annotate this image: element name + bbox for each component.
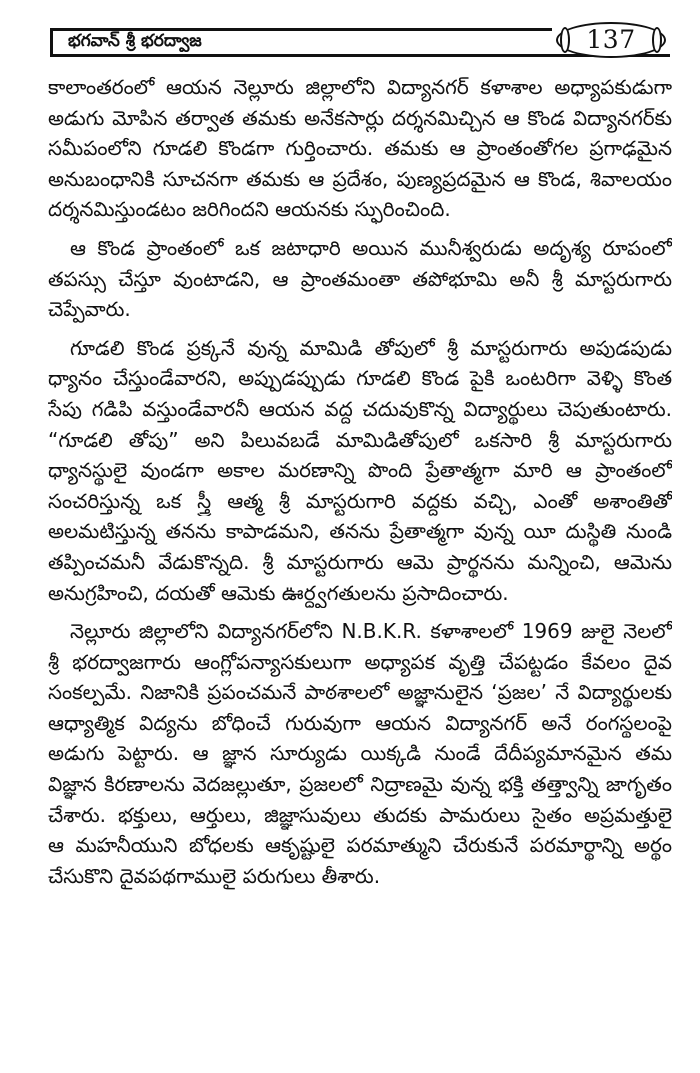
text-line: దర్శనమిస్తుండటం జరిగిందని ఆయనకు స్ఫురించింది. [48,197,451,222]
text-line: ఆధ్యాత్మిక విద్యను బోధించే గురువుగా ఆయన విద్యానగర్ అనే రంగస్థలంపై [48,710,672,735]
text-line: నెల్లూరు జిల్లాలోని విద్యానగర్‌లోని N.B.K.R. కళాశాలలో 1969 జులై నెలలో [70,619,672,644]
text-line: అనుగ్రహించి, దయతో ఆమెకు ఊర్ధ్వగతులను ప్రసాదించారు. [48,580,509,605]
text-line: కాలాంతరంలో ఆయన నెల్లూరు జిల్లాలోని విద్యానగర్ కళాశాల అధ్యాపకుడుగా [48,75,672,99]
running-title: భగవాన్ శ్రీ భరద్వాజ [68,31,202,51]
page-number-badge [556,22,666,58]
text-line: అడుగు మోపిన తర్వాత తమకు అనేకసార్లు దర్శనమిచ్చిన ఆ కొండ విద్యానగర్‌కు [48,105,672,130]
text-line: సంచరిస్తున్న ఒక స్త్రీ ఆత్మ శ్రీ మాస్టరుగారి వద్దకు వచ్చి, ఎంతో అశాంతితో [48,488,672,513]
text-line: చేశారు. భక్తులు, ఆర్తులు, జిజ్ఞాసువులు తుదకు పామరులు సైతం అప్రమత్తులై [48,802,672,827]
text-line: అడుగు పెట్టారు. ఆ జ్ఞాన సూర్యుడు యిక్కడి నుండే దేదీప్యమానమైన తమ [48,741,672,766]
text-line: సేపు గడిపి వస్తుండేవారనీ ఆయన వద్ద చదువుకొన్న విద్యార్థులు చెపుతుంటారు. [48,396,672,421]
text-line: చేసుకొని దైవపథగాములై పరుగులు తీశారు. [48,863,381,888]
header-bottom-rule [50,54,670,57]
text-line: సంకల్పమే. నిజానికి ప్రపంచమనే పాఠశాలలో అజ్ఞానులైన ‘ప్రజల’ నే విద్యార్థులకు [48,680,672,705]
paragraph [48,233,672,325]
text-line: ధ్యానం చేస్తుండేవారని, అప్పుడప్పుడు గూడలి కొండ పైకి ఒంటరిగా వెళ్ళి కొంత [48,366,672,391]
header-left-rule [50,28,53,57]
text-line: ధ్యానస్థులై వుండగా అకాల మరణాన్ని పొంది ప్రేతాత్మగా మారి ఆ ప్రాంతంలో [48,458,672,483]
body-text [48,72,672,899]
text-line: చెప్పేవారు. [48,297,131,322]
paragraph [48,616,672,891]
text-line: “గూడలి తోపు” అని పిలువబడే మామిడితోపులో ఒకసారి శ్రీ మాస్టరుగారు [48,427,672,452]
text-line: ఆ మహనీయుని బోధలకు ఆకృష్టులై పరమాత్ముని చేరుకునే పరమార్థాన్ని అర్థం [48,833,672,858]
text-line: అనుబంధానికి సూచనగా తమకు ఆ ప్రదేశం, పుణ్యప్రదమైన ఆ కొండ, శివాలయం [48,166,672,191]
text-line: అలమటిస్తున్న తనను కాపాడమని, తనను ప్రేతాత్మగా వున్న యీ దుస్థితి నుండి [48,519,672,544]
text-line: తప్పించమనీ వేడుకొన్నది. శ్రీ మాస్టరుగారు ఆమె ప్రార్థనను మన్నించి, ఆమెను [48,549,672,574]
text-line: సమీపంలోని గూడలి కొండగా గుర్తించారు. తమకు ఆ ప్రాంతంతోగల ప్రగాఢమైన [48,136,672,161]
paragraph [48,333,672,608]
text-line: విజ్ఞాన కిరణాలను వెదజల్లుతూ, ప్రజలలో నిద్రాణమై వున్న భక్తి తత్త్వాన్ని జాగృతం [48,772,672,797]
text-line: శ్రీ భరద్వాజగారు ఆంగ్లోపన్యాసకులుగా అధ్యాపక వృత్తి చేపట్టడం కేవలం దైవ [48,649,672,674]
page-number: 137 [586,25,636,54]
page-header [50,22,670,56]
text-line: గూడలి కొండ ప్రక్కనే వున్న మామిడి తోపులో శ్రీ మాస్టరుగారు అపుడపుడు [70,335,672,360]
paragraph [48,72,672,225]
text-line: ఆ కొండ ప్రాంతంలో ఒక జటాధారి అయిన మునీశ్వరుడు అదృశ్య రూపంలో [70,235,672,260]
text-line: తపస్సు చేస్తూ వుంటాడని, ఆ ప్రాంతమంతా తపోభూమి అనీ శ్రీ మాస్టరుగారు [48,266,672,291]
